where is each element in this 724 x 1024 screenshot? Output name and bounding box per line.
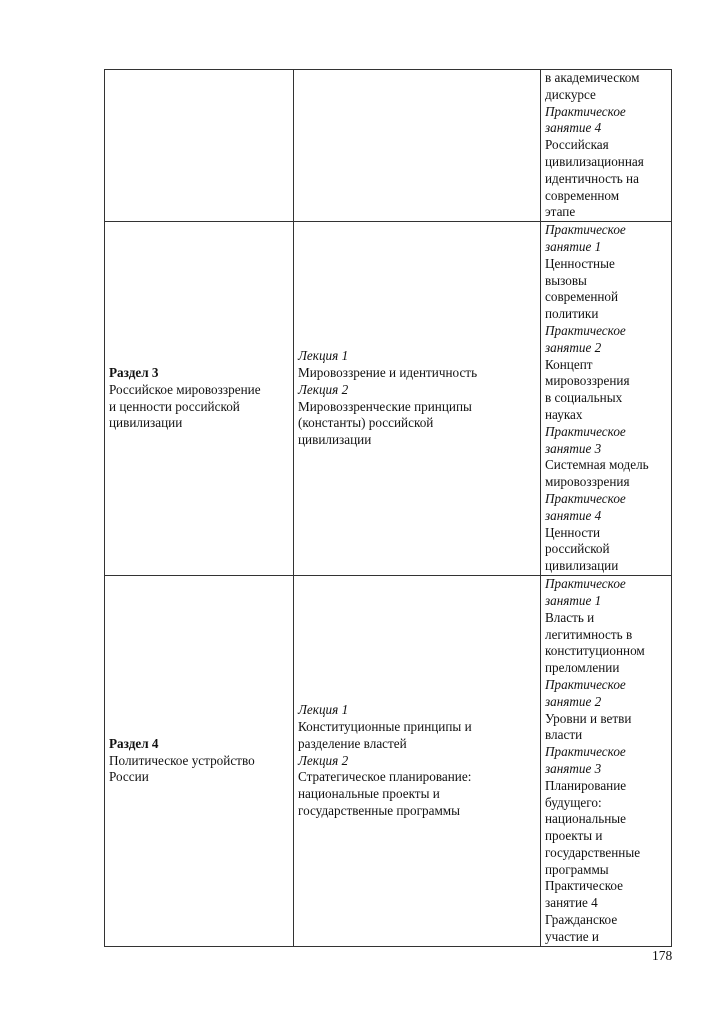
table-row bbox=[105, 575, 672, 946]
section-description-line: Политическое устройство bbox=[109, 752, 255, 768]
lectures-cell bbox=[294, 70, 541, 222]
lecture-topic-line: Конституционные принципы и bbox=[298, 718, 472, 734]
practical-topic-line: вызовы bbox=[545, 272, 587, 288]
lecture-topic-line: разделение властей bbox=[298, 735, 407, 751]
lectures-cell bbox=[294, 575, 541, 946]
practical-label: Практическое bbox=[545, 744, 626, 760]
lecture-topic-line: (константы) российской bbox=[298, 415, 434, 431]
practical-label: занятие 2 bbox=[545, 339, 602, 355]
practical-label: занятие 4 bbox=[545, 120, 602, 136]
practical-label: занятие 4 bbox=[545, 507, 602, 523]
practicals-cell bbox=[541, 222, 672, 576]
practical-topic-line: российской bbox=[545, 541, 610, 557]
practical-label: Практическое bbox=[545, 103, 626, 119]
practical-label: занятие 1 bbox=[545, 592, 602, 608]
practical-topic-line: занятие 4 bbox=[545, 895, 598, 911]
practical-label: занятие 3 bbox=[545, 760, 602, 776]
practical-label: занятие 2 bbox=[545, 693, 602, 709]
practical-topic-line: Практическое bbox=[545, 878, 624, 894]
practical-topic-line: современном bbox=[545, 187, 620, 203]
practical-topic-line: Планирование bbox=[545, 777, 627, 793]
practical-label: Практическое bbox=[545, 423, 626, 439]
practical-topic-line: участие и bbox=[545, 928, 599, 944]
practical-topic-line: проекты и bbox=[545, 828, 603, 844]
practical-topic-line: Системная модель bbox=[545, 457, 649, 473]
practicals-cell bbox=[541, 575, 672, 946]
table-row bbox=[105, 70, 672, 222]
practical-label: Практическое bbox=[545, 490, 626, 506]
practical-topic-line: Власть и bbox=[545, 609, 595, 625]
practical-topic-line: дискурсе bbox=[545, 86, 596, 102]
practical-topic-line: будущего: bbox=[545, 794, 602, 810]
practical-topic-line: легитимность в bbox=[545, 626, 633, 642]
practical-topic-line: идентичность на bbox=[545, 170, 639, 186]
practical-topic-line: этапе bbox=[545, 204, 576, 220]
practical-topic-line: Ценности bbox=[545, 524, 601, 540]
section-cell bbox=[105, 222, 294, 576]
practical-topic-line: в социальных bbox=[545, 390, 623, 406]
practical-label: Практическое bbox=[545, 576, 626, 592]
practical-topic-line: преломлении bbox=[545, 660, 620, 676]
lecture-label: Лекция 1 bbox=[298, 348, 349, 364]
section-cell bbox=[105, 70, 294, 222]
page-number: 178 bbox=[652, 948, 673, 963]
practical-topic-line: политики bbox=[545, 306, 599, 322]
practical-topic-line: национальные bbox=[545, 811, 627, 827]
lecture-label: Лекция 1 bbox=[298, 702, 349, 718]
practical-topic-line: науках bbox=[545, 406, 583, 422]
practical-topic-line: Ценностные bbox=[545, 255, 615, 271]
practical-topic-line: мировоззрения bbox=[545, 474, 630, 490]
section-description-line: цивилизации bbox=[109, 415, 183, 431]
section-description-line: России bbox=[109, 769, 149, 785]
practical-topic-line: современной bbox=[545, 289, 619, 305]
lecture-label: Лекция 2 bbox=[298, 381, 349, 397]
lecture-topic-line: национальные проекты и bbox=[298, 786, 440, 802]
section-description-line: и ценности российской bbox=[109, 398, 240, 414]
practical-topic-line: Концепт bbox=[545, 356, 593, 372]
curriculum-table bbox=[104, 69, 672, 947]
lecture-topic-line: Мировоззренческие принципы bbox=[298, 398, 472, 414]
practical-topic-line: государственные bbox=[545, 844, 641, 860]
practical-topic-line: Уровни и ветви bbox=[545, 710, 632, 726]
section-cell bbox=[105, 575, 294, 946]
practical-topic-line: в академическом bbox=[545, 70, 640, 85]
table-row bbox=[105, 222, 672, 576]
practical-topic-line: власти bbox=[545, 727, 583, 743]
section-title: Раздел 3 bbox=[109, 364, 159, 380]
lecture-label: Лекция 2 bbox=[298, 752, 349, 768]
lecture-topic-line: Стратегическое планирование: bbox=[298, 769, 472, 785]
practical-label: Практическое bbox=[545, 222, 626, 238]
practical-topic-line: Гражданское bbox=[545, 912, 618, 928]
practical-label: занятие 1 bbox=[545, 238, 602, 254]
lecture-topic-line: цивилизации bbox=[298, 432, 372, 448]
practical-topic-line: цивилизации bbox=[545, 558, 619, 574]
lecture-topic-line: Мировоззрение и идентичность bbox=[298, 364, 478, 380]
practical-topic-line: Российская bbox=[545, 137, 609, 153]
section-description-line: Российское мировоззрение bbox=[109, 381, 261, 397]
practical-label: занятие 3 bbox=[545, 440, 602, 456]
practical-topic-line: программы bbox=[545, 861, 609, 877]
lecture-topic-line: государственные программы bbox=[298, 802, 460, 818]
curriculum-table-body bbox=[105, 70, 672, 947]
practical-topic-line: конституционном bbox=[545, 643, 645, 659]
practical-label: Практическое bbox=[545, 322, 626, 338]
practical-label: Практическое bbox=[545, 676, 626, 692]
lectures-cell bbox=[294, 222, 541, 576]
practicals-cell bbox=[541, 70, 672, 222]
practical-topic-line: цивилизационная bbox=[545, 153, 644, 169]
practical-topic-line: мировоззрения bbox=[545, 373, 630, 389]
section-title: Раздел 4 bbox=[109, 735, 159, 751]
